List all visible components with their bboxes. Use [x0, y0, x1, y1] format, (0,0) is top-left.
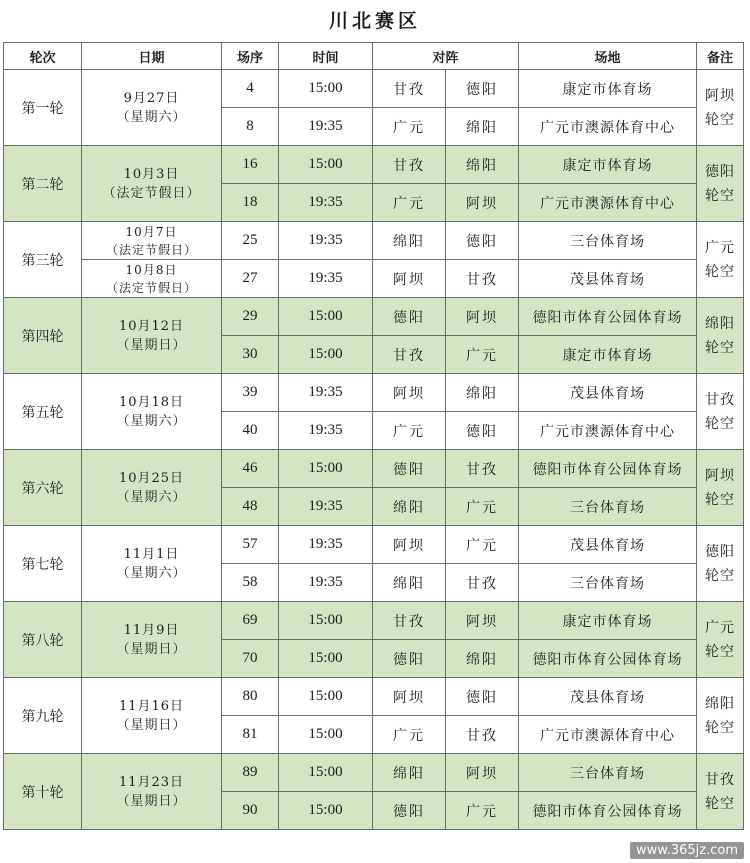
away-team-cell: 广元 — [446, 792, 519, 830]
away-team-cell: 广元 — [446, 488, 519, 526]
bye-label: 轮空 — [705, 719, 736, 736]
bye-team: 广元 — [705, 239, 736, 256]
page-title: 川北赛区 — [328, 10, 421, 32]
away-team-cell: 甘孜 — [446, 716, 519, 754]
time-cell: 15:00 — [279, 298, 373, 336]
date-text: 9月27日 — [123, 90, 180, 106]
venue-cell: 德阳市体育公园体育场 — [519, 792, 697, 830]
away-team-cell: 绵阳 — [446, 146, 519, 184]
round-label: 第五轮 — [21, 404, 64, 421]
away-team-cell: 德阳 — [446, 70, 519, 108]
table-row — [4, 374, 744, 412]
time-cell: 15:00 — [279, 336, 373, 374]
date-text: 10月25日 — [118, 470, 185, 486]
away-team-cell: 绵阳 — [446, 108, 519, 146]
home-team-cell: 德阳 — [373, 450, 446, 488]
match-no-cell: 48 — [222, 488, 279, 526]
away-team-cell: 德阳 — [446, 222, 519, 260]
away-team-cell: 绵阳 — [446, 640, 519, 678]
weekday-text: （星期日） — [116, 337, 187, 353]
venue-cell: 康定市体育场 — [519, 602, 697, 640]
match-no-cell: 29 — [222, 298, 279, 336]
match-no-cell: 8 — [222, 108, 279, 146]
match-no-cell: 70 — [222, 640, 279, 678]
home-team-cell: 广元 — [373, 108, 446, 146]
venue-cell: 德阳市体育公园体育场 — [519, 298, 697, 336]
bye-team: 甘孜 — [705, 391, 736, 408]
time-cell: 19:35 — [279, 184, 373, 222]
note-cell — [697, 602, 744, 678]
home-team-cell: 甘孜 — [373, 146, 446, 184]
note-cell — [697, 450, 744, 526]
home-team-cell: 甘孜 — [373, 70, 446, 108]
weekday-text: （法定节假日） — [102, 185, 201, 201]
venue-cell: 茂县体育场 — [519, 260, 697, 298]
bye-label: 轮空 — [705, 187, 736, 204]
header-round: 轮次 — [4, 43, 82, 70]
round-cell — [4, 450, 82, 526]
note-cell — [697, 298, 744, 374]
bye-team: 绵阳 — [705, 315, 736, 332]
round-label: 第九轮 — [21, 708, 64, 725]
header-venue: 场地 — [519, 43, 697, 70]
home-team-cell: 甘孜 — [373, 336, 446, 374]
table-row — [4, 146, 744, 184]
round-label: 第八轮 — [21, 632, 64, 649]
bye-label: 轮空 — [705, 263, 736, 280]
header-row — [4, 43, 744, 70]
date-cell — [82, 374, 222, 450]
venue-cell: 茂县体育场 — [519, 678, 697, 716]
round-cell — [4, 70, 82, 146]
table-row — [4, 70, 744, 108]
round-label: 第六轮 — [21, 480, 64, 497]
date-text: 10月18日 — [118, 394, 185, 410]
home-team-cell: 阿坝 — [373, 526, 446, 564]
home-team-cell: 绵阳 — [373, 564, 446, 602]
date-cell — [82, 70, 222, 146]
away-team-cell: 广元 — [446, 336, 519, 374]
away-team-cell: 阿坝 — [446, 754, 519, 792]
home-team-cell: 绵阳 — [373, 754, 446, 792]
match-no-cell: 39 — [222, 374, 279, 412]
venue-cell: 德阳市体育公园体育场 — [519, 640, 697, 678]
match-no-cell: 18 — [222, 184, 279, 222]
bye-team: 绵阳 — [705, 695, 736, 712]
table-row — [4, 222, 744, 260]
round-cell — [4, 374, 82, 450]
home-team-cell: 广元 — [373, 184, 446, 222]
venue-cell: 广元市澳源体育中心 — [519, 412, 697, 450]
note-cell — [697, 222, 744, 298]
time-cell: 19:35 — [279, 412, 373, 450]
date-text: 10月3日 — [123, 166, 180, 182]
date-cell — [82, 602, 222, 678]
weekday-text: （星期六） — [116, 565, 187, 581]
note-cell — [697, 146, 744, 222]
note-cell — [697, 374, 744, 450]
away-team-cell: 阿坝 — [446, 298, 519, 336]
date-cell — [82, 754, 222, 830]
time-cell: 15:00 — [279, 70, 373, 108]
note-cell — [697, 678, 744, 754]
weekday-text: （星期六） — [116, 109, 187, 125]
date-text: 10月12日 — [118, 318, 185, 334]
table-row — [4, 298, 744, 336]
venue-cell: 三台体育场 — [519, 222, 697, 260]
date-text: 11月23日 — [118, 774, 185, 790]
venue-cell: 康定市体育场 — [519, 70, 697, 108]
match-no-cell: 89 — [222, 754, 279, 792]
date-text: 11月9日 — [123, 622, 180, 638]
round-cell — [4, 222, 82, 298]
venue-cell: 康定市体育场 — [519, 336, 697, 374]
venue-cell: 广元市澳源体育中心 — [519, 184, 697, 222]
bye-team: 德阳 — [705, 163, 736, 180]
time-cell: 15:00 — [279, 678, 373, 716]
time-cell: 15:00 — [279, 754, 373, 792]
home-team-cell: 德阳 — [373, 792, 446, 830]
away-team-cell: 德阳 — [446, 678, 519, 716]
header-time: 时间 — [279, 43, 373, 70]
time-cell: 15:00 — [279, 146, 373, 184]
home-team-cell: 甘孜 — [373, 602, 446, 640]
bye-label: 轮空 — [705, 111, 736, 128]
header-matchup: 对阵 — [373, 43, 519, 70]
weekday-text: （星期六） — [116, 413, 187, 429]
match-no-cell: 40 — [222, 412, 279, 450]
bye-label: 轮空 — [705, 415, 736, 432]
time-cell: 19:35 — [279, 260, 373, 298]
venue-cell: 三台体育场 — [519, 564, 697, 602]
time-cell: 15:00 — [279, 602, 373, 640]
bye-label: 轮空 — [705, 339, 736, 356]
time-cell: 19:35 — [279, 374, 373, 412]
header-note: 备注 — [697, 43, 744, 70]
schedule-table — [3, 42, 744, 830]
away-team-cell: 德阳 — [446, 412, 519, 450]
bye-team: 广元 — [705, 619, 736, 636]
home-team-cell: 阿坝 — [373, 260, 446, 298]
away-team-cell: 甘孜 — [446, 260, 519, 298]
weekday-text: （星期日） — [116, 793, 187, 809]
weekday-text: （星期日） — [116, 641, 187, 657]
round-cell — [4, 754, 82, 830]
bye-label: 轮空 — [705, 795, 736, 812]
match-no-cell: 69 — [222, 602, 279, 640]
round-cell — [4, 526, 82, 602]
home-team-cell: 绵阳 — [373, 222, 446, 260]
time-cell: 19:35 — [279, 108, 373, 146]
away-team-cell: 广元 — [446, 526, 519, 564]
bye-label: 轮空 — [705, 491, 736, 508]
table-row — [4, 754, 744, 792]
time-cell: 19:35 — [279, 488, 373, 526]
venue-cell: 康定市体育场 — [519, 146, 697, 184]
schedule-body — [4, 70, 744, 830]
table-row — [4, 602, 744, 640]
match-no-cell: 90 — [222, 792, 279, 830]
match-no-cell: 57 — [222, 526, 279, 564]
weekday-text: （星期日） — [116, 717, 187, 733]
match-no-cell: 25 — [222, 222, 279, 260]
round-label: 第十轮 — [21, 784, 64, 801]
time-cell: 19:35 — [279, 564, 373, 602]
venue-cell: 广元市澳源体育中心 — [519, 716, 697, 754]
time-cell: 19:35 — [279, 526, 373, 564]
match-no-cell: 30 — [222, 336, 279, 374]
home-team-cell: 广元 — [373, 412, 446, 450]
time-cell: 15:00 — [279, 640, 373, 678]
home-team-cell: 阿坝 — [373, 374, 446, 412]
away-team-cell: 甘孜 — [446, 450, 519, 488]
date-cell — [82, 450, 222, 526]
round-label: 第七轮 — [21, 556, 64, 573]
bye-team: 阿坝 — [705, 467, 736, 484]
date-cell — [82, 526, 222, 602]
note-cell — [697, 70, 744, 146]
time-cell: 19:35 — [279, 222, 373, 260]
match-no-cell: 81 — [222, 716, 279, 754]
bye-label: 轮空 — [705, 567, 736, 584]
bye-team: 甘孜 — [705, 771, 736, 788]
round-label: 第四轮 — [21, 328, 64, 345]
round-label: 第二轮 — [21, 176, 64, 193]
date-text: 10月8日 — [125, 262, 178, 277]
match-no-cell: 27 — [222, 260, 279, 298]
bye-team: 阿坝 — [705, 87, 736, 104]
home-team-cell: 阿坝 — [373, 678, 446, 716]
header-match-no: 场序 — [222, 43, 279, 70]
away-team-cell: 阿坝 — [446, 602, 519, 640]
round-label: 第一轮 — [21, 100, 64, 117]
table-row — [4, 450, 744, 488]
venue-cell: 三台体育场 — [519, 754, 697, 792]
watermark: www.365jz.com — [630, 842, 744, 859]
date-text: 11月16日 — [118, 698, 185, 714]
home-team-cell: 绵阳 — [373, 488, 446, 526]
table-row — [4, 678, 744, 716]
match-no-cell: 4 — [222, 70, 279, 108]
weekday-text: （星期六） — [116, 489, 187, 505]
date-text: 10月7日 — [125, 224, 178, 239]
date-cell — [82, 678, 222, 754]
note-cell — [697, 526, 744, 602]
away-team-cell: 阿坝 — [446, 184, 519, 222]
note-cell — [697, 754, 744, 830]
time-cell: 15:00 — [279, 716, 373, 754]
header-date: 日期 — [82, 43, 222, 70]
venue-cell: 茂县体育场 — [519, 526, 697, 564]
weekday-text: （法定节假日） — [105, 242, 197, 257]
time-cell: 15:00 — [279, 792, 373, 830]
home-team-cell: 德阳 — [373, 298, 446, 336]
date-text: 11月1日 — [123, 546, 180, 562]
bye-label: 轮空 — [705, 643, 736, 660]
match-no-cell: 46 — [222, 450, 279, 488]
round-cell — [4, 678, 82, 754]
match-no-cell: 80 — [222, 678, 279, 716]
home-team-cell: 广元 — [373, 716, 446, 754]
venue-cell: 德阳市体育公园体育场 — [519, 450, 697, 488]
venue-cell: 三台体育场 — [519, 488, 697, 526]
away-team-cell: 甘孜 — [446, 564, 519, 602]
table-row — [4, 260, 744, 298]
venue-cell: 茂县体育场 — [519, 374, 697, 412]
date-cell — [82, 298, 222, 374]
away-team-cell: 绵阳 — [446, 374, 519, 412]
weekday-text: （法定节假日） — [105, 280, 197, 295]
date-cell — [82, 222, 222, 260]
round-cell — [4, 602, 82, 678]
match-no-cell: 58 — [222, 564, 279, 602]
bye-team: 德阳 — [705, 543, 736, 560]
venue-cell: 广元市澳源体育中心 — [519, 108, 697, 146]
home-team-cell: 德阳 — [373, 640, 446, 678]
time-cell: 15:00 — [279, 450, 373, 488]
round-cell — [4, 146, 82, 222]
date-cell — [82, 146, 222, 222]
round-cell — [4, 298, 82, 374]
round-label: 第三轮 — [21, 252, 64, 269]
table-row — [4, 526, 744, 564]
match-no-cell: 16 — [222, 146, 279, 184]
date-cell — [82, 260, 222, 298]
